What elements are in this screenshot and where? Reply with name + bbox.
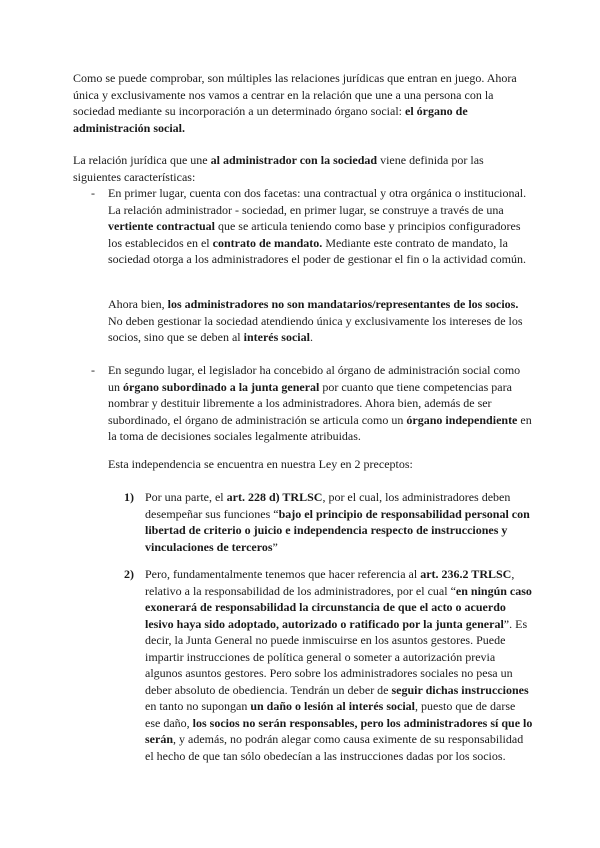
number-marker: 1) [124,490,134,504]
bullet-second-text [108,362,532,445]
item1-text-c: , por el cual, los administradores deben desempeñar sus funciones “ [145,490,511,521]
bullet2-text-a: En segundo lugar, el legislador ha concebido al órgano de administración social como un [108,363,521,394]
item1-bold-d: bajo el principio de responsabilidad personal con libertad de criterio o juicio e independencia respecto de instrucciones y vinculaciones de terceros [145,506,530,554]
item1-text-a: Por una parte, el [145,490,227,504]
bullet1c-bold-d: interés social [243,330,310,344]
relation-emphasis: al administrador con la sociedad [210,153,378,167]
item2-text-c: , relativo a la responsabilidad de los administradores, por el cual “ [145,567,515,598]
item2-text-k: , y además, no podrán alegar como causa eximente de su responsabilidad el hecho de que tan sólo obedecían a las instrucciones dadas por los socios. [145,732,524,763]
bullet-item-second [91,362,532,445]
bullet1-text-e: Mediante este contrato de mandato, la sociedad otorga a los administradores el poder de gestionar el fin o la actividad común. [108,235,526,266]
bullet1-bold-b: vertiente contractual [108,219,215,233]
item2-text-i: , puesto que de darse ese daño, [145,699,516,730]
dash-marker: - [91,186,95,200]
intro-text: Como se puede comprobar, son múltiples las relaciones jurídicas que entran en juego. Ahora única y exclusivamente nos vamos a centrar en la relación que une a una persona con la sociedad mediante su incorporación a un determinado órgano social: [73,71,517,118]
bullet2-bold-b: órgano subordinado a la junta general [123,379,320,394]
relation-text-end: viene definida por las siguientes características: [73,153,484,184]
bullet-first-continuation [108,296,532,346]
bullet1-text-c: que se articula teniendo como base y principios configuradores los establecidos en el [108,219,521,250]
item2-text-e: ”. Es decir, la Junta General no puede inmiscuirse en los asuntos gestores. Puede impartir instrucciones de política general o someter a autorización previa algunos asuntos gestores. Pero sobre los administradores sociales no pesa un deber absoluto de obediencia. Tendrán un deber de [145,616,528,697]
intro-paragraph [73,70,531,136]
bullet-item-first [91,185,532,268]
item2-bold-d: en ningún caso exonerará de responsabilidad la circunstancia de que el acto o acuerdo lesivo haya sido adoptado, autorizado o ratificado por la junta general [145,583,532,631]
numbered-item-1-text [145,489,533,555]
item2-text-g: en tanto no supongan [145,699,251,713]
bullet1-text-a: En primer lugar, cuenta con dos facetas: una contractual y otra orgánica o institucional. La relación administrador - sociedad, en primer lugar, se construye a través de una [108,186,527,217]
bullet-second-continuation: Esta independencia se encuentra en nuestra Ley en 2 preceptos: [108,457,413,471]
intro-emphasis: el órgano de administración social. [73,104,468,135]
item2-bold-b: art. 236.2 TRLSC [420,567,512,581]
numbered-item-2 [124,566,533,764]
dash-marker: - [91,363,95,377]
item2-bold-f: seguir dichas instrucciones [391,682,529,697]
number-marker: 2) [124,567,134,581]
bullet2-text-e: en la toma de decisiones sociales legalmente atribuidas. [108,412,532,443]
relation-text: La relación jurídica que une [73,153,211,167]
bullet-first-text [108,185,532,268]
item1-text-e: ” [272,539,278,554]
bullet1c-text-a: Ahora bien, [108,297,168,311]
bullet2-text-c: por cuanto que tiene competencias para nombrar y destituir libremente a los administradores. Ahora bien, además de ser subordinado, el órgano de administración se articula como un [108,379,512,427]
item2-bold-h: un daño o lesión al interés social [250,699,416,713]
bullet1c-text-e: . [309,330,313,344]
item1-bold-b: art. 228 d) TRLSC [226,490,323,504]
relation-paragraph [73,152,531,185]
bullet1c-text-c: No deben gestionar la sociedad atendiendo única y exclusivamente los intereses de los socios, sino que se deben al [108,313,523,344]
bullet1c-bold-b: los administradores no son mandatarios/representantes de los socios. [167,297,519,311]
numbered-item-1 [124,489,533,555]
numbered-item-2-text [145,566,533,764]
bullet2-bold-d: órgano independiente [406,412,518,427]
item2-text-a: Pero, fundamentalmente tenemos que hacer referencia al [145,567,421,581]
item2-bold-j: los socios no serán responsables, pero los administradores sí que lo serán [145,715,533,746]
bullet1-bold-d: contrato de mandato. [212,235,323,250]
